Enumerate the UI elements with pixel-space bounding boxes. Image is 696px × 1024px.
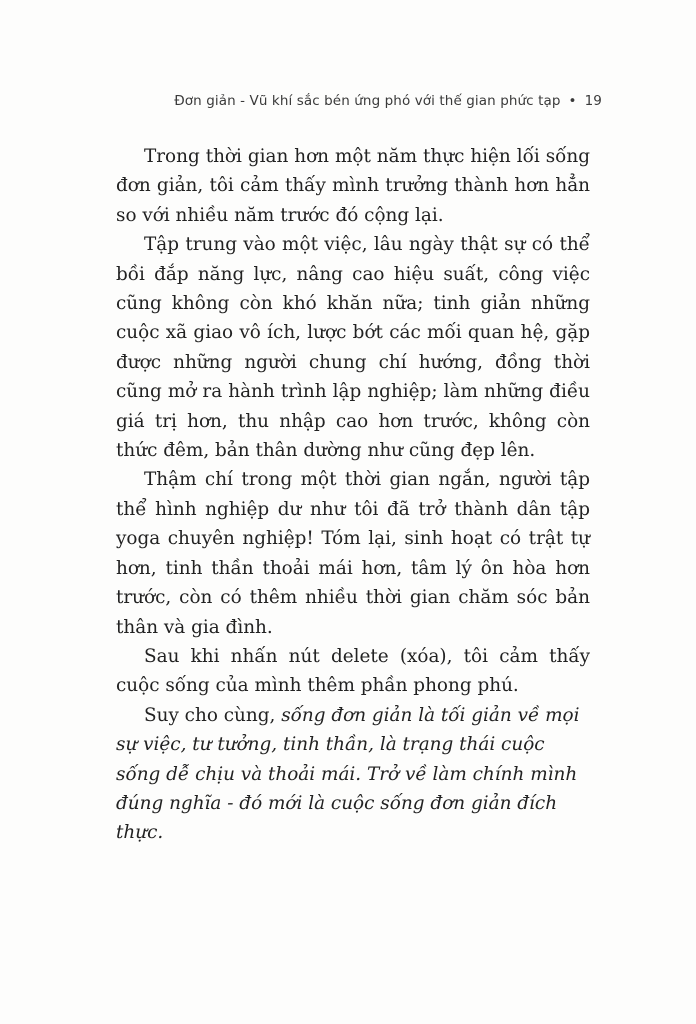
body-text: [116, 142, 590, 848]
paragraph-5-italic: sống đơn giản là tối giản về mọi sự việc, tư tưởng, tinh thần, là trạng thái cuộc sống dễ chịu và thoải mái. Trở về làm chính mình đúng nghĩa - đó mới là cuộc sống đơn giản đích thực.: [116, 704, 580, 844]
paragraph-5-lead: Suy cho cùng,: [144, 704, 282, 726]
paragraph-1: Trong thời gian hơn một năm thực hiện lối sống đơn giản, tôi cảm thấy mình trưởng thành hơn hẳn so với nhiều năm trước đó cộng lại.: [116, 146, 590, 226]
paragraph-5: [116, 701, 590, 848]
header-title: Đơn giản - Vũ khí sắc bén ứng phó với thế gian phức tạp: [174, 93, 561, 109]
paragraph-2: Tập trung vào một việc, lâu ngày thật sự có thể bồi đắp năng lực, nâng cao hiệu suất, công việc cũng không còn khó khăn nữa; tinh giản những cuộc xã giao vô ích, lược bớt các mối quan hệ, gặp được những người chung chí hướng, đồng thời cũng mở ra hành trình lập nghiệp; làm những điều giá trị hơn, thu nhập cao hơn trước, không còn thức đêm, bản thân dường như cũng đẹp lên.: [116, 234, 590, 462]
running-header: [174, 93, 602, 109]
header-bullet: •: [568, 93, 577, 109]
paragraph-4: Sau khi nhấn nút delete (xóa), tôi cảm thấy cuộc sống của mình thêm phần phong phú.: [116, 645, 590, 697]
page-number: 19: [584, 93, 602, 109]
paragraph-3: Thậm chí trong một thời gian ngắn, người tập thể hình nghiệp dư như tôi đã trở thành dân tập yoga chuyên nghiệp! Tóm lại, sinh hoạt có trật tự hơn, tinh thần thoải mái hơn, tâm lý ôn hòa hơn trước, còn có thêm nhiều thời gian chăm sóc bản thân và gia đình.: [116, 469, 590, 638]
